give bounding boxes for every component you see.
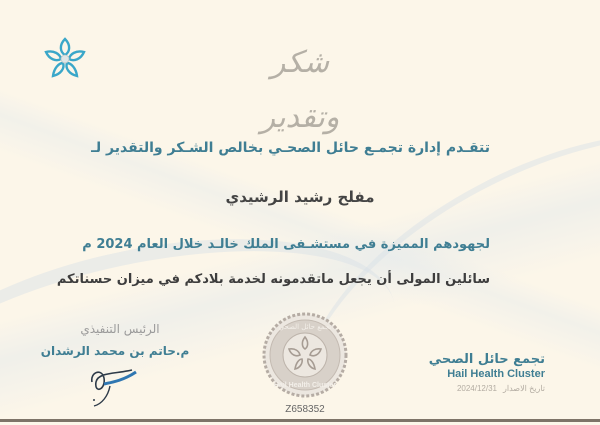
serial-number: Z658352 xyxy=(285,404,325,415)
bottom-border xyxy=(0,419,600,422)
signature-icon xyxy=(80,360,150,410)
organization-name-ar: تجمع حائل الصحي xyxy=(428,352,545,367)
reason-line: لجهودهم المميزة في مستشـفى الملك خالـد خلال العام 2024 م xyxy=(82,237,490,252)
issue-date-label: تاريخ الاصدار xyxy=(502,384,545,393)
prayer-line: سائلين المولى أن يجعل ماتقدمونه لخدمة بلادكم في ميزان حسناتكم xyxy=(56,272,490,287)
intro-line: تتقـدم إدارة تجمـع حائل الصحـي بخالص الشـكر والتقدير لـ xyxy=(91,140,490,156)
certificate-heading-calligraphy: شكر وتقدير xyxy=(260,45,340,135)
signer-name: م.حاتم بن محمد الرشدان xyxy=(40,344,190,358)
signer-title: الرئيس التنفيذي xyxy=(80,322,160,336)
cluster-logo-icon xyxy=(42,35,88,81)
recipient-name: مفلح رشيد الرشيدي xyxy=(225,188,375,206)
organization-name-en: Hail Health Cluster xyxy=(447,368,545,380)
svg-text:تجمع حائل الصحي: تجمع حائل الصحي xyxy=(278,323,332,331)
issue-date-row xyxy=(457,384,545,393)
issue-date: 2024/12/31 xyxy=(456,384,497,393)
seal-icon xyxy=(262,312,348,398)
svg-text:Hail Health Cluster: Hail Health Cluster xyxy=(273,382,337,389)
